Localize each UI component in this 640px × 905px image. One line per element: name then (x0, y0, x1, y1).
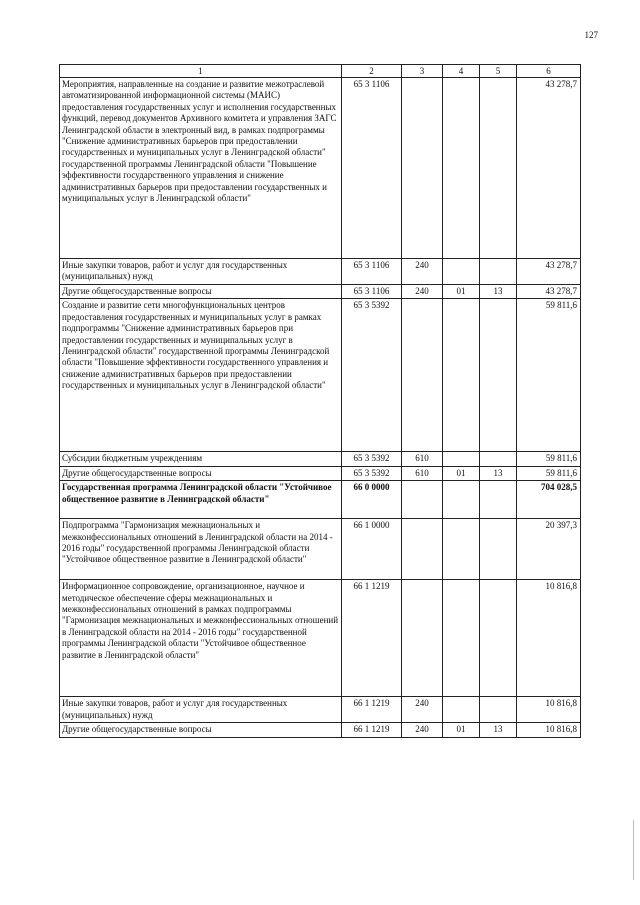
row-sum: 59 811,6 (517, 452, 581, 466)
row-vr (402, 481, 443, 519)
row-code: 66 1 1219 (342, 697, 402, 723)
row-sum: 43 278,7 (517, 259, 581, 285)
row-rz (443, 259, 480, 285)
scan-edge-mark (633, 820, 634, 880)
row-vr (402, 78, 443, 259)
row-rz (443, 481, 480, 519)
table-row (60, 299, 581, 452)
row-pr (480, 259, 517, 285)
row-code: 66 0 0000 (342, 481, 402, 519)
row-code: 65 3 1106 (342, 78, 402, 259)
table-row (60, 580, 581, 697)
header-row (60, 65, 581, 78)
row-pr (480, 452, 517, 466)
header-cell-name: 1 (60, 65, 342, 78)
row-name: Подпрограмма "Гармонизация межнациональных и межконфессиональных отношений в Ленинградской области на 2014 - 2016 годы" государственной программы Ленинградской области "Устойчивое общественное развитие в Ленинградской области" (60, 519, 342, 580)
row-name: Другие общегосударственные вопросы (60, 466, 342, 480)
table-row (60, 481, 581, 519)
row-sum: 59 811,6 (517, 299, 581, 452)
row-code: 65 3 1106 (342, 259, 402, 285)
row-pr (480, 299, 517, 452)
header-cell-pr: 5 (480, 65, 517, 78)
row-code: 65 3 5392 (342, 452, 402, 466)
budget-table (59, 64, 581, 738)
row-sum: 10 816,8 (517, 723, 581, 737)
row-rz: 01 (443, 723, 480, 737)
table-row (60, 697, 581, 723)
table-row (60, 259, 581, 285)
header-cell-code: 2 (342, 65, 402, 78)
row-sum: 43 278,7 (517, 285, 581, 299)
row-pr (480, 519, 517, 580)
row-vr (402, 299, 443, 452)
row-rz: 01 (443, 285, 480, 299)
table-row (60, 452, 581, 466)
row-name: Субсидии бюджетным учреждениям (60, 452, 342, 466)
header-cell-rz: 4 (443, 65, 480, 78)
row-rz: 01 (443, 466, 480, 480)
row-code: 66 1 1219 (342, 723, 402, 737)
row-vr: 240 (402, 285, 443, 299)
row-sum: 59 811,6 (517, 466, 581, 480)
row-vr (402, 580, 443, 697)
row-vr: 240 (402, 697, 443, 723)
row-sum: 43 278,7 (517, 78, 581, 259)
row-vr (402, 519, 443, 580)
row-sum: 10 816,8 (517, 580, 581, 697)
row-name: Иные закупки товаров, работ и услуг для государственных (муниципальных) нужд (60, 697, 342, 723)
row-pr: 13 (480, 723, 517, 737)
table-row (60, 78, 581, 259)
row-sum: 10 816,8 (517, 697, 581, 723)
row-name: Мероприятия, направленные на создание и развитие межотраслевой автоматизированной информационной системы (МАИС) предоставления государственных услуг и исполнения государственных функций, перевод документов Архивного комитета и управления ЗАГС Ленинградской области в электронный вид, в рамках подпрограммы "Снижение административных барьеров при предоставлении государственных и муниципальных услуг в Ленинградской области" государственной программы Ленинградской области "Повышение эффективности государственного управления и снижение административных барьеров при предоставлении государственных и муниципальных услуг в Ленинградской области" (60, 78, 342, 259)
row-pr: 13 (480, 285, 517, 299)
row-code: 65 3 1106 (342, 285, 402, 299)
row-name: Другие общегосударственные вопросы (60, 723, 342, 737)
header-cell-sum: 6 (517, 65, 581, 78)
table-row (60, 519, 581, 580)
row-pr (480, 580, 517, 697)
row-pr (480, 481, 517, 519)
row-name: Иные закупки товаров, работ и услуг для государственных (муниципальных) нужд (60, 259, 342, 285)
row-sum: 704 028,5 (517, 481, 581, 519)
row-name: Информационное сопровождение, организационное, научное и методическое обеспечение сферы межнациональных и межконфессиональных отношений в рамках подпрограммы "Гармонизация межнациональных и межконфессиональных отношений в Ленинградской области на 2014 - 2016 годы" государственной программы Ленинградской области "Устойчивое общественное развитие в Ленинградской области" (60, 580, 342, 697)
row-rz (443, 697, 480, 723)
table-row (60, 723, 581, 737)
row-name: Создание и развитие сети многофункциональных центров предоставления государственных и муниципальных услуг в рамках подпрограммы "Снижение административных барьеров при предоставлении государственных и муниципальных услуг в Ленинградской области" государственной программы Ленинградской области "Повышение эффективности государственного управления и снижение административных барьеров при предоставлении государственных и муниципальных услуг в Ленинградской области" (60, 299, 342, 452)
header-cell-vr: 3 (402, 65, 443, 78)
row-vr: 610 (402, 466, 443, 480)
row-rz (443, 519, 480, 580)
row-code: 66 1 1219 (342, 580, 402, 697)
row-vr: 610 (402, 452, 443, 466)
row-name: Государственная программа Ленинградской области "Устойчивое общественное развитие в Ленинградской области" (60, 481, 342, 519)
row-vr: 240 (402, 723, 443, 737)
row-pr (480, 697, 517, 723)
row-vr: 240 (402, 259, 443, 285)
row-rz (443, 78, 480, 259)
row-code: 66 1 0000 (342, 519, 402, 580)
row-rz (443, 299, 480, 452)
table-row (60, 285, 581, 299)
row-name: Другие общегосударственные вопросы (60, 285, 342, 299)
row-sum: 20 397,3 (517, 519, 581, 580)
row-rz (443, 580, 480, 697)
table-row (60, 466, 581, 480)
row-code: 65 3 5392 (342, 299, 402, 452)
row-pr: 13 (480, 466, 517, 480)
row-rz (443, 452, 480, 466)
row-code: 65 3 5392 (342, 466, 402, 480)
row-pr (480, 78, 517, 259)
page-number: 127 (584, 30, 598, 40)
